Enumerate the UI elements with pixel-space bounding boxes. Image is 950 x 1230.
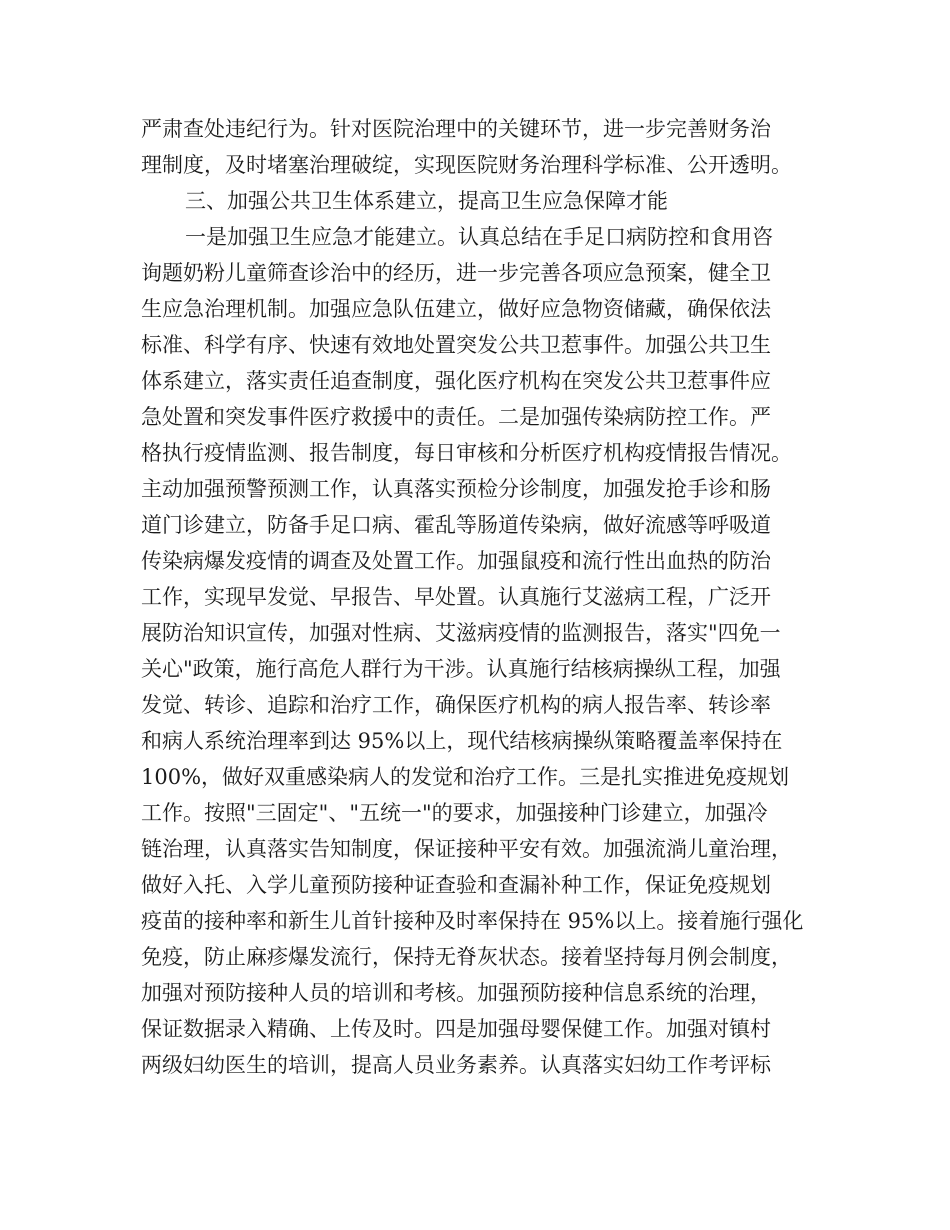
text-line: 展防治知识宣传，加强对性病、艾滋病疫情的监测报告，落实"四免一 (141, 621, 781, 645)
text-line: 询题奶粉儿童筛查诊治中的经历，进一步完善各项应急预案，健全卫 (141, 261, 771, 285)
text-line: 生应急治理机制。加强应急队伍建立，做好应急物资储藏，确保依法 (141, 297, 771, 321)
text-line: 免疫，防止麻疹爆发流行，保持无脊灰状态。接着坚持每月例会制度， (141, 945, 792, 969)
text-line: 疫苗的接种率和新生儿首针接种及时率保持在 95%以上。接着施行强化 (141, 909, 804, 933)
text-line: 发觉、转诊、追踪和治疗工作，确保医疗机构的病人报告率、转诊率 (141, 693, 771, 717)
text-line: 100%，做好双重感染病人的发觉和治疗工作。三是扎实推进免疫规划 (141, 765, 790, 789)
text-line: 标准、科学有序、快速有效地处置突发公共卫惹事件。加强公共卫生 (141, 333, 771, 357)
text-line: 主动加强预警预测工作，认真落实预检分诊制度，加强发抢手诊和肠 (141, 477, 771, 501)
text-line: 体系建立，落实责任追查制度，强化医疗机构在突发公共卫惹事件应 (141, 369, 771, 393)
text-line: 关心"政策，施行高危人群行为干涉。认真施行结核病操纵工程，加强 (141, 657, 781, 681)
text-line: 保证数据录入精确、上传及时。四是加强母婴保健工作。加强对镇村 (141, 1017, 771, 1041)
section-heading: 三、加强公共卫生体系建立，提高卫生应急保障才能 (185, 189, 668, 213)
text-line: 急处置和突发事件医疗救援中的责任。二是加强传染病防控工作。严 (141, 405, 771, 429)
paragraph-first-line: 一是加强卫生应急才能建立。认真总结在手足口病防控和食用咨 (185, 225, 773, 249)
text-line: 理制度，及时堵塞治理破绽，实现医院财务治理科学标准、公开透明。 (141, 153, 792, 177)
body-text (141, 111, 831, 1083)
text-line: 格执行疫情监测、报告制度，每日审核和分析医疗机构疫情报告情况。 (141, 441, 792, 465)
text-line: 和病人系统治理率到达 95%以上，现代结核病操纵策略覆盖率保持在 (141, 729, 783, 753)
text-line: 工作，实现早发觉、早报告、早处置。认真施行艾滋病工程，广泛开 (141, 585, 771, 609)
text-line: 严肃查处违纪行为。针对医院治理中的关键环节，进一步完善财务治 (141, 117, 771, 141)
text-line: 做好入托、入学儿童预防接种证查验和查漏补种工作，保证免疫规划 (141, 873, 771, 897)
text-line: 链治理，认真落实告知制度，保证接种平安有效。加强流淌儿童治理， (141, 837, 792, 861)
text-line: 道门诊建立，防备手足口病、霍乱等肠道传染病，做好流感等呼吸道 (141, 513, 771, 537)
text-line: 传染病爆发疫情的调查及处置工作。加强鼠疫和流行性出血热的防治 (141, 549, 771, 573)
text-line: 加强对预防接种人员的培训和考核。加强预防接种信息系统的治理， (141, 981, 771, 1005)
text-line: 两级妇幼医生的培训，提高人员业务素养。认真落实妇幼工作考评标 (141, 1053, 771, 1077)
text-line: 工作。按照"三固定"、"五统一"的要求，加强接种门诊建立，加强冷 (141, 801, 768, 825)
